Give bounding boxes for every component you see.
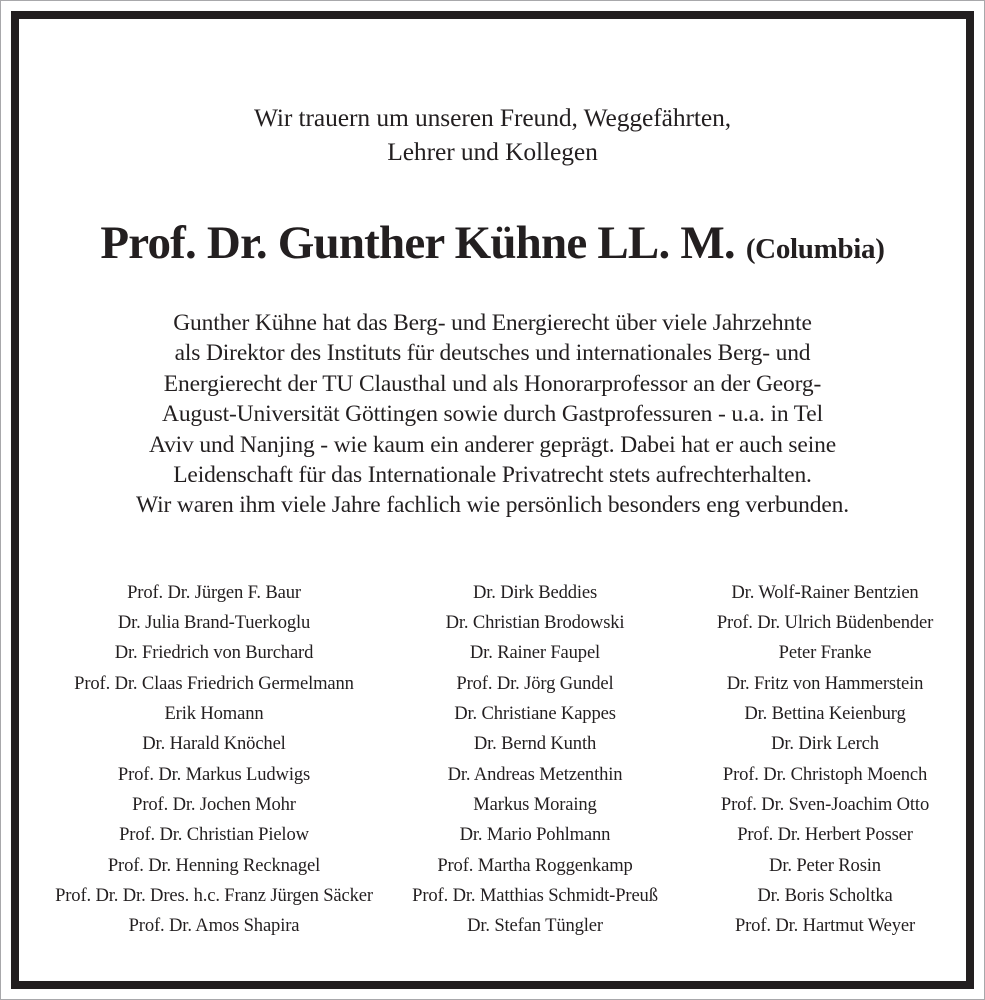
- signatory-column-1: [38, 578, 390, 942]
- signatory-name: Dr. Boris Scholtka: [757, 884, 893, 906]
- signatory-name: Dr. Bettina Keienburg: [744, 703, 906, 725]
- eulogy-line-1: Gunther Kühne hat das Berg- und Energierecht über viele Jahrzehnte: [173, 310, 812, 336]
- signatory-name: Prof. Dr. Herbert Posser: [737, 824, 913, 846]
- signatory-name: Erik Homann: [164, 703, 264, 725]
- signatory-name: Dr. Bernd Kunth: [473, 733, 597, 755]
- eulogy-line-6: Leidenschaft für das Internationale Privatrecht stets aufrechterhalten.: [173, 462, 812, 489]
- signatory-name: Peter Franke: [778, 642, 872, 664]
- signatory-name: Prof. Dr. Christian Pielow: [119, 824, 309, 846]
- signatory-name: Dr. Peter Rosin: [769, 854, 881, 876]
- signatory-name: Prof. Dr. Jürgen F. Baur: [127, 581, 301, 603]
- signatory-name: Dr. Stefan Tüngler: [467, 915, 603, 937]
- signatory-column-2: [390, 578, 680, 942]
- signatory-name: Dr. Friedrich von Burchard: [114, 642, 314, 664]
- eulogy-line-5: Aviv und Nanjing - wie kaum ein anderer geprägt. Dabei hat er auch seine: [149, 431, 836, 458]
- signatory-name: Prof. Dr. Amos Shapira: [128, 915, 300, 937]
- signatory-name: Prof. Dr. Dr. Dres. h.c. Franz Jürgen Säcker: [55, 884, 373, 906]
- signatory-name: Dr. Rainer Faupel: [469, 642, 601, 664]
- salutation-line-2: Lehrer und Kollegen: [387, 137, 598, 166]
- deceased-name-main: Prof. Dr. Gunther Kühne LL. M.: [100, 217, 746, 269]
- signatory-name: Prof. Dr. Sven-Joachim Otto: [720, 793, 930, 815]
- signatory-name: Prof. Dr. Ulrich Büdenbender: [716, 612, 934, 634]
- eulogy-line-4: August-Universität Göttingen sowie durch Gastprofessuren - u.a. in Tel: [162, 401, 823, 428]
- signatory-name: Dr. Wolf-Rainer Bentzien: [731, 581, 919, 603]
- notice-content: [38, 38, 947, 962]
- signatory-name: Dr. Dirk Beddies: [472, 581, 598, 603]
- eulogy-line-7: Wir waren ihm viele Jahre fachlich wie persönlich besonders eng verbunden.: [136, 492, 849, 519]
- signatory-name: Dr. Dirk Lerch: [771, 733, 879, 755]
- signatory-name: Prof. Dr. Henning Recknagel: [107, 854, 321, 876]
- signatory-name: Prof. Dr. Matthias Schmidt-Preuß: [412, 884, 658, 906]
- salutation-line-1: Wir trauern um unseren Freund, Weggefährten,: [253, 103, 732, 132]
- signatory-name: Prof. Martha Roggenkamp: [437, 854, 633, 876]
- signatory-name: Dr. Mario Pohlmann: [459, 824, 611, 846]
- signatory-name: Dr. Julia Brand-Tuerkoglu: [117, 612, 311, 634]
- signatory-name: Markus Moraing: [473, 793, 597, 815]
- signatory-name: Dr. Fritz von Hammerstein: [726, 672, 924, 694]
- deceased-name-heading: [38, 169, 947, 276]
- signatory-name: Dr. Christian Brodowski: [445, 612, 625, 634]
- signatory-list: [38, 521, 947, 942]
- signatory-name: Prof. Dr. Markus Ludwigs: [117, 763, 311, 785]
- eulogy-text: [38, 276, 947, 521]
- salutation: [38, 38, 947, 169]
- signatory-name: Dr. Andreas Metzenthin: [447, 763, 623, 785]
- signatory-name: Prof. Dr. Claas Friedrich Germelmann: [74, 672, 354, 694]
- deceased-name-suffix: (Columbia): [745, 233, 885, 265]
- signatory-column-3: [680, 578, 970, 942]
- eulogy-line-2: als Direktor des Instituts für deutsches und internationales Berg- und: [174, 340, 811, 367]
- signatory-name: Prof. Dr. Christoph Moench: [722, 763, 928, 785]
- eulogy-line-3: Energierecht der TU Clausthal und als Honorarprofessor an der Georg-: [163, 370, 822, 397]
- signatory-name: Prof. Dr. Jörg Gundel: [456, 672, 614, 694]
- mourning-frame-border: [11, 11, 974, 989]
- signatory-name: Dr. Christiane Kappes: [454, 703, 616, 725]
- signatory-name: Prof. Dr. Hartmut Weyer: [734, 915, 916, 937]
- signatory-name: Prof. Dr. Jochen Mohr: [132, 793, 296, 815]
- signatory-name: Dr. Harald Knöchel: [142, 733, 286, 755]
